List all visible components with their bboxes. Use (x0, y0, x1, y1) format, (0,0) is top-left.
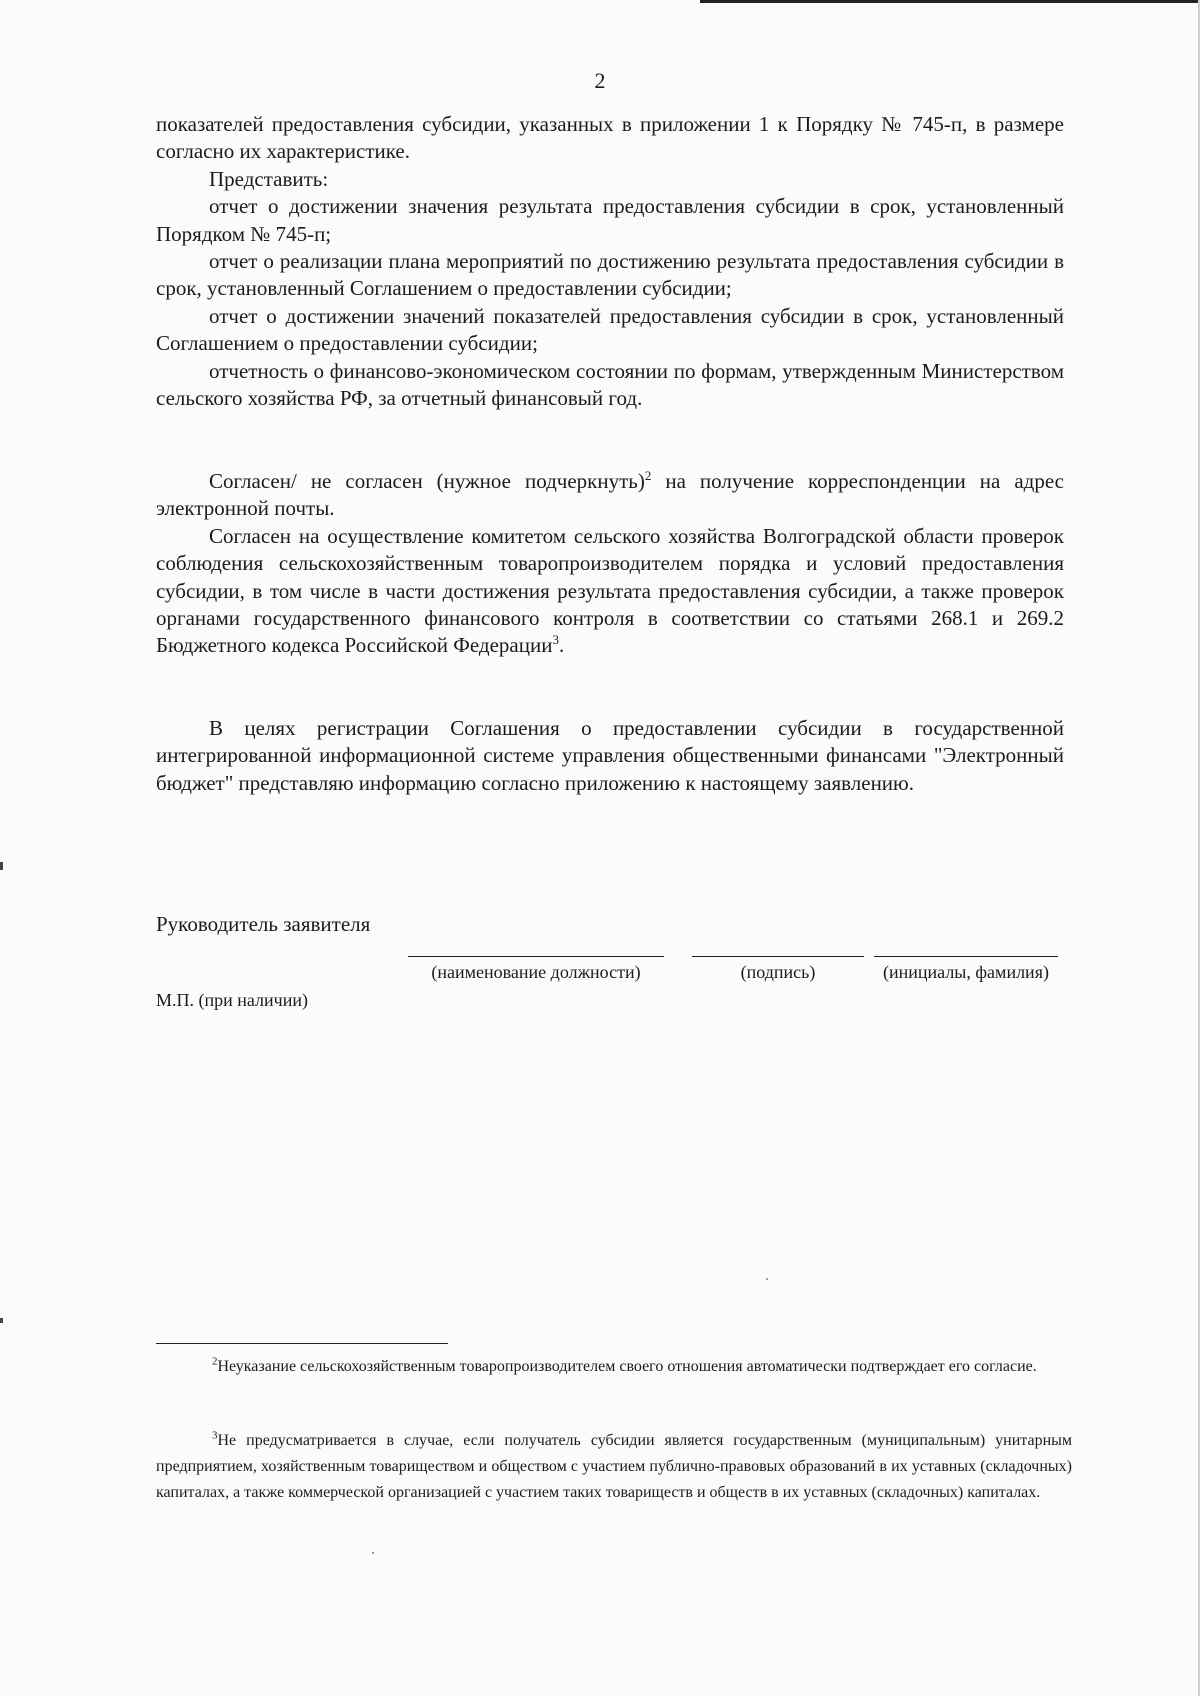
position-line (408, 956, 664, 957)
footnote-ref: 2 (644, 468, 652, 483)
scan-speck (766, 1278, 768, 1280)
paragraph: отчет о достижении значений показателей предоставления субсидии в срок, установленный Соглашением о предоставлении субсидии; (156, 303, 1064, 356)
name-line (874, 956, 1058, 957)
paragraph: отчетность о финансово-экономическом состоянии по формам, утвержденным Министерством сельского хозяйства РФ, за отчетный финансовый год. (156, 358, 1064, 411)
stamp-note: М.П. (при наличии) (156, 990, 308, 1010)
paragraph: Согласен/ не согласен (нужное подчеркнуть)$^2$ на получение корреспонденции на адрес электронной почты. (156, 468, 1064, 521)
footnote-mark: 2 (212, 1355, 218, 1368)
paragraph: показателей предоставления субсидии, указанных в приложении 1 к Порядку № 745-п, в размере согласно их характеристике. (156, 112, 1064, 164)
signature-line (692, 956, 864, 957)
position-caption: (наименование должности) (431, 962, 641, 982)
paragraph: отчет о достижении значения результата предоставления субсидии в срок, установленный Порядком № 745-п; (156, 194, 1064, 246)
footnote: $^3$Не предусматривается в случае, если получатель субсидии является государственным (муниципальным) унитарным предприятием, хозяйственным товариществом и обществом с участием публично-правовых образований в их уставных (складочных) капиталах, а также коммерческой организацией с участием таких товариществ и обществ в их уставных (складочных) капиталах. (156, 1429, 1072, 1501)
scan-speck (372, 1552, 374, 1554)
paragraph: отчет о реализации плана мероприятий по достижению результата предоставления субсидии в срок, установленный Соглашением о предоставлении субсидии; (156, 249, 1064, 301)
scan-mark (0, 1318, 3, 1323)
body-text-consent (156, 468, 1064, 660)
signature-caption: (подпись) (740, 962, 816, 982)
scan-mark (0, 862, 3, 870)
paragraph: Согласен на осуществление комитетом сельского хозяйства Волгоградской области проверок соблюдения сельскохозяйственным товаропроизводителем порядка и условий предоставления субсидии, в том числе в части достижения результата предоставления субсидии, а также проверок органами государственного финансового контроля в соответствии со статьями 268.1 и 269.2 Бюджетного кодекса Российской Федерации$^3$. (156, 523, 1064, 658)
signer-label: Руководитель заявителя (156, 912, 371, 936)
page-number: 2 (594, 68, 606, 93)
paragraph: В целях регистрации Соглашения о предоставлении субсидии в государственной интегрированной информационной системе управления общественными финансами "Электронный бюджет" представляю информацию согласно приложению к настоящему заявлению. (156, 716, 1064, 795)
name-caption: (инициалы, фамилия) (883, 962, 1049, 982)
body-text-top (156, 111, 1064, 412)
scan-edge-top (700, 0, 1200, 3)
body-text-registration (156, 715, 1064, 797)
paragraph: Представить: (209, 166, 329, 191)
footnote-mark: 3 (212, 1429, 218, 1442)
footnote: $^2$Неуказание сельскохозяйственным товаропроизводителем своего отношения автоматически подтверждает его согласие. (212, 1355, 1037, 1375)
footnote-separator (156, 1343, 448, 1344)
footnote-ref: 3 (552, 632, 559, 648)
